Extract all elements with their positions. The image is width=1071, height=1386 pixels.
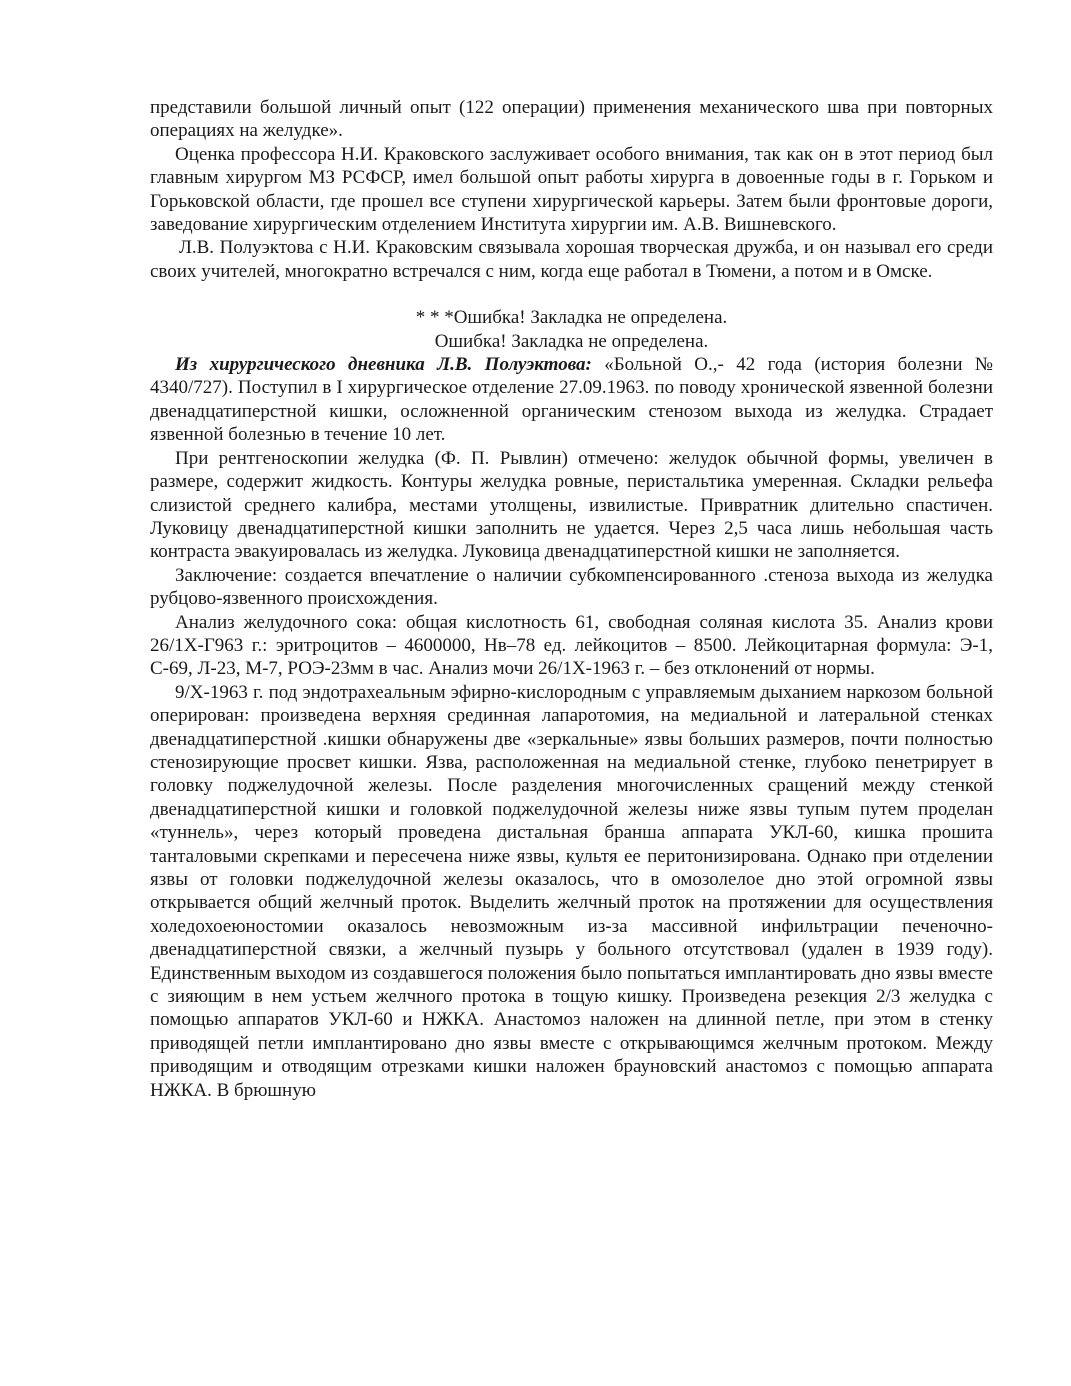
paragraph-operation: 9/Х-1963 г. под эндотрахеальным эфирно-кислородным с управляемым дыханием наркозом больной оперирован: произведена верхняя срединная лапаротомия, на медиальной и латеральной стенках двенадцатиперстной .кишки обнаружены две «зеркальные» язвы больших размеров, почти полностью стенозирующие просвет кишки. Язва, расположенная на медиальной стенке, глубоко пенетрирует в головку поджелудочной железы. После разделения многочисленных сращений между стенкой двенадцатиперстной кишки и головкой поджелудочной железы ниже язвы тупым путем проделан «туннель», через который проведена дистальная бранша аппарата УКЛ-60, кишка прошита танталовыми скрепками и пересечена ниже язвы, культя ее перитонизирована. Однако при отделении язвы от головки поджелудочной железы оказалось, что в омозолелое дно этой огромной язвы открывается общий желчный проток. Выделить желчный проток на протяжении для осуществления холедохоеюностомии оказалось невозможным из-за массивной инфильтрации печеночно-двенадцатиперстной связки, а желчный пузырь у больного отсутствовал (удален в 1939 году). Единственным выходом из создавшегося положения было попытаться имплантировать дно язвы вместе с зияющим в нем устьем желчного протока в тощую кишку. Произведена резекция 2/3 желудка с помощью аппаратов УКЛ-60 и НЖКА. Анастомоз наложен на длинной петле, при этом в стенку приводящей петли имплантировано дно язвы вместе с открывающимся желчным протоком. Между приводящим и отводящим отрезками кишки наложен брауновский анастомоз с помощью аппарата НЖКА. В брюшную	[150, 681, 993, 1101]
paragraph-continuation: представили большой личный опыт (122 операции) применения механического шва при повторных операциях на желудке».	[150, 97, 993, 142]
diary-heading: Из хирургического дневника Л.В. Полуэктова:	[175, 354, 592, 376]
paragraph-krakovsky-assessment: Оценка профессора Н.И. Краковского заслуживает особого внимания, так как он в этот период был главным хирургом МЗ РСФСР, имел большой опыт работы хирурга в довоенные годы в г. Горьком и Горьковской области, где прошел все ступени хирургической карьеры. Затем были фронтовые дороги, заведование хирургическим отделением Института хирургии им. А.В. Вишневского.	[150, 143, 993, 236]
section-separator: * * *Ошибка! Закладка не определена.	[415, 307, 728, 329]
bookmark-error-line: Ошибка! Закладка не определена.	[434, 330, 709, 352]
paragraph-lab-analysis: Анализ желудочного сока: общая кислотность 61, свободная соляная кислота 35. Анализ крови 26/1Х-Г963 г.: эритроцитов – 4600000, Нв–78 ед. лейкоцитов – 8500. Лейкоцитарная формула: Э-1, С-69, Л-23, М-7, РОЭ-23мм в час. Анализ мочи 26/1Х-1963 г. – без отклонений от нормы.	[150, 611, 993, 680]
blank-line	[150, 283, 993, 306]
diary-intro-text: «Больной О.,- 42 года (история болезни № 4340/727). Поступил в I хирургическое отделение 27.09.1963. по поводу хронической язвенной болезни двенадцатиперстной кишки, осложненной органическим стенозом выхода из желудка. Страдает язвенной болезнью в течение 10 лет.	[150, 354, 994, 446]
paragraph-conclusion: Заключение: создается впечатление о наличии субкомпенсированного .стеноза выхода из желудка рубцово-язвенного происхождения.	[150, 564, 993, 610]
paragraph-xray: При рентгеноскопии желудка (Ф. П. Рывлин) отмечено: желудок обычной формы, увеличен в размере, содержит жидкость. Контуры желудка ровные, перистальтика умеренная. Складки рельефа слизистой среднего калибра, местами утолщены, извилистые. Привратник длительно спастичен. Луковицу двенадцатиперстной кишки заполнить не удается. Через 2,5 часа лишь небольшая часть контраста эвакуировалась из желудка. Луковица двенадцатиперстной кишки не заполняется.	[150, 447, 993, 563]
document-page	[150, 96, 993, 1102]
paragraph-friendship: Л.В. Полуэктова с Н.И. Краковским связывала хорошая творческая дружба, и он называл его среди своих учителей, многократно встречался с ним, когда еще работал в Тюмени, а потом и в Омске.	[150, 237, 993, 282]
paragraph-diary-intro	[150, 353, 993, 447]
